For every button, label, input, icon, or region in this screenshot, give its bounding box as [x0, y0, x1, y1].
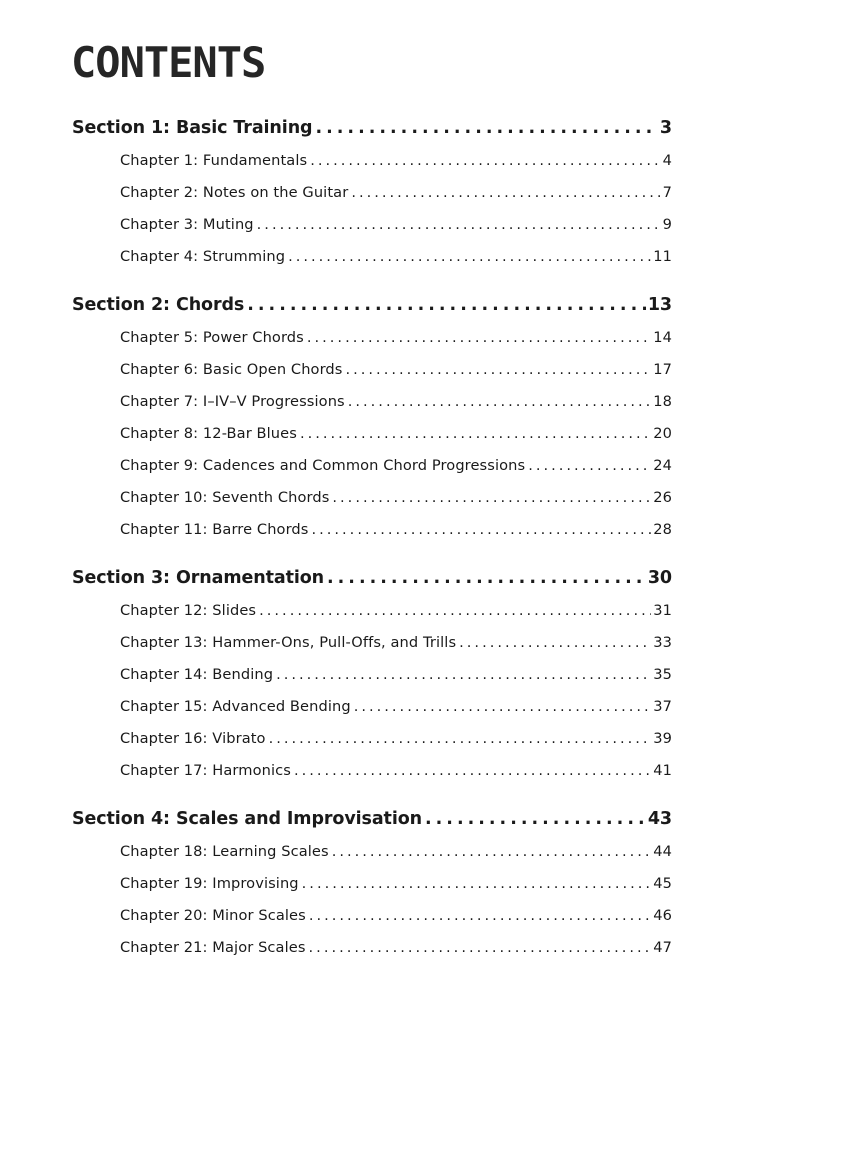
toc-chapter-1[interactable]: [120, 152, 672, 169]
toc-chapter-16[interactable]: [120, 730, 672, 747]
toc-page-number: 26: [653, 489, 672, 506]
toc-chapter-label: Chapter 20: Minor Scales: [120, 907, 306, 924]
toc-page-number: 47: [653, 939, 672, 956]
toc-page-number: 43: [647, 809, 672, 829]
dot-leader: [327, 568, 646, 588]
toc-page-number: 4: [662, 152, 672, 169]
dot-leader: [310, 152, 660, 169]
dot-leader: [307, 329, 651, 346]
toc-page-number: 17: [653, 361, 672, 378]
toc-section-3[interactable]: [72, 568, 672, 588]
toc-chapter-20[interactable]: [120, 907, 672, 924]
dot-leader: [269, 730, 652, 747]
toc-chapter-label: Chapter 21: Major Scales: [120, 939, 306, 956]
toc-page-number: 13: [647, 295, 672, 315]
dot-leader: [346, 361, 652, 378]
toc-section-2[interactable]: [72, 295, 672, 315]
toc-section-label: Section 3: Ornamentation: [72, 568, 325, 588]
toc-page-number: 45: [653, 875, 672, 892]
dot-leader: [351, 184, 660, 201]
toc-chapter-label: Chapter 2: Notes on the Guitar: [120, 184, 349, 201]
toc-chapter-label: Chapter 10: Seventh Chords: [120, 489, 330, 506]
page-title: CONTENTS: [71, 38, 266, 87]
toc-page-number: 44: [653, 843, 672, 860]
toc-chapter-label: Chapter 8: 12-Bar Blues: [120, 425, 297, 442]
toc-section-label: Section 4: Scales and Improvisation: [72, 809, 423, 829]
toc-chapter-19[interactable]: [120, 875, 672, 892]
toc-page-number: 7: [662, 184, 672, 201]
dot-leader: [311, 521, 651, 538]
toc-page-number: 39: [653, 730, 672, 747]
toc-chapter-17[interactable]: [120, 762, 672, 779]
toc-chapter-label: Chapter 1: Fundamentals: [120, 152, 308, 169]
dot-leader: [354, 698, 652, 715]
toc-chapter-2[interactable]: [120, 184, 672, 201]
toc-page-number: 30: [647, 568, 672, 588]
toc-chapter-label: Chapter 3: Muting: [120, 216, 254, 233]
dot-leader: [276, 666, 651, 683]
dot-leader: [288, 248, 651, 265]
toc-chapter-label: Chapter 14: Bending: [120, 666, 274, 683]
toc-chapter-label: Chapter 5: Power Chords: [120, 329, 304, 346]
toc-chapter-8[interactable]: [120, 425, 672, 442]
toc-chapter-21[interactable]: [120, 939, 672, 956]
toc-page-number: 9: [662, 216, 672, 233]
dot-leader: [332, 489, 651, 506]
toc-chapter-label: Chapter 15: Advanced Bending: [120, 698, 351, 715]
toc-chapter-11[interactable]: [120, 521, 672, 538]
toc-chapter-label: Chapter 17: Harmonics: [120, 762, 291, 779]
toc-page-number: 18: [653, 393, 672, 410]
toc-section-label: Section 2: Chords: [72, 295, 245, 315]
dot-leader: [259, 602, 651, 619]
dot-leader: [302, 875, 652, 892]
toc-chapter-label: Chapter 19: Improvising: [120, 875, 299, 892]
toc-chapter-5[interactable]: [120, 329, 672, 346]
toc-chapter-label: Chapter 9: Cadences and Common Chord Progressions: [120, 457, 526, 474]
toc-chapter-10[interactable]: [120, 489, 672, 506]
dot-leader: [300, 425, 651, 442]
toc-page-number: 31: [653, 602, 672, 619]
toc-chapter-15[interactable]: [120, 698, 672, 715]
toc-chapter-label: Chapter 16: Vibrato: [120, 730, 266, 747]
toc-page-number: 14: [653, 329, 672, 346]
toc-chapter-13[interactable]: [120, 634, 672, 651]
toc-chapter-label: Chapter 12: Slides: [120, 602, 257, 619]
toc-page-number: 46: [653, 907, 672, 924]
dot-leader: [332, 843, 652, 860]
toc-chapter-3[interactable]: [120, 216, 672, 233]
toc-chapter-label: Chapter 4: Strumming: [120, 248, 286, 265]
toc-chapter-4[interactable]: [120, 248, 672, 265]
toc-chapter-18[interactable]: [120, 843, 672, 860]
dot-leader: [294, 762, 651, 779]
toc-page-number: 33: [653, 634, 672, 651]
dot-leader: [315, 118, 657, 138]
toc-chapter-label: Chapter 13: Hammer-Ons, Pull-Offs, and Trills: [120, 634, 457, 651]
dot-leader: [425, 809, 646, 829]
toc-page-number: 28: [653, 521, 672, 538]
toc-page-number: 37: [653, 698, 672, 715]
toc-section-1[interactable]: [72, 118, 672, 138]
toc-chapter-label: Chapter 6: Basic Open Chords: [120, 361, 343, 378]
dot-leader: [257, 216, 661, 233]
dot-leader: [309, 939, 652, 956]
dot-leader: [348, 393, 651, 410]
toc-chapter-9[interactable]: [120, 457, 672, 474]
toc-page-number: 41: [653, 762, 672, 779]
toc-chapter-12[interactable]: [120, 602, 672, 619]
dot-leader: [459, 634, 651, 651]
toc-page-number: 11: [653, 248, 672, 265]
toc-page-number: 24: [653, 457, 672, 474]
dot-leader: [528, 457, 651, 474]
toc-chapter-7[interactable]: [120, 393, 672, 410]
toc-chapter-label: Chapter 7: I–IV–V Progressions: [120, 393, 345, 410]
toc-chapter-label: Chapter 18: Learning Scales: [120, 843, 329, 860]
toc-page-number: 3: [659, 118, 672, 138]
toc-chapter-14[interactable]: [120, 666, 672, 683]
toc-page-number: 20: [653, 425, 672, 442]
toc-section-label: Section 1: Basic Training: [72, 118, 313, 138]
toc-page-number: 35: [653, 666, 672, 683]
toc-chapter-6[interactable]: [120, 361, 672, 378]
dot-leader: [247, 295, 646, 315]
toc-section-4[interactable]: [72, 809, 672, 829]
toc-chapter-label: Chapter 11: Barre Chords: [120, 521, 309, 538]
dot-leader: [309, 907, 651, 924]
